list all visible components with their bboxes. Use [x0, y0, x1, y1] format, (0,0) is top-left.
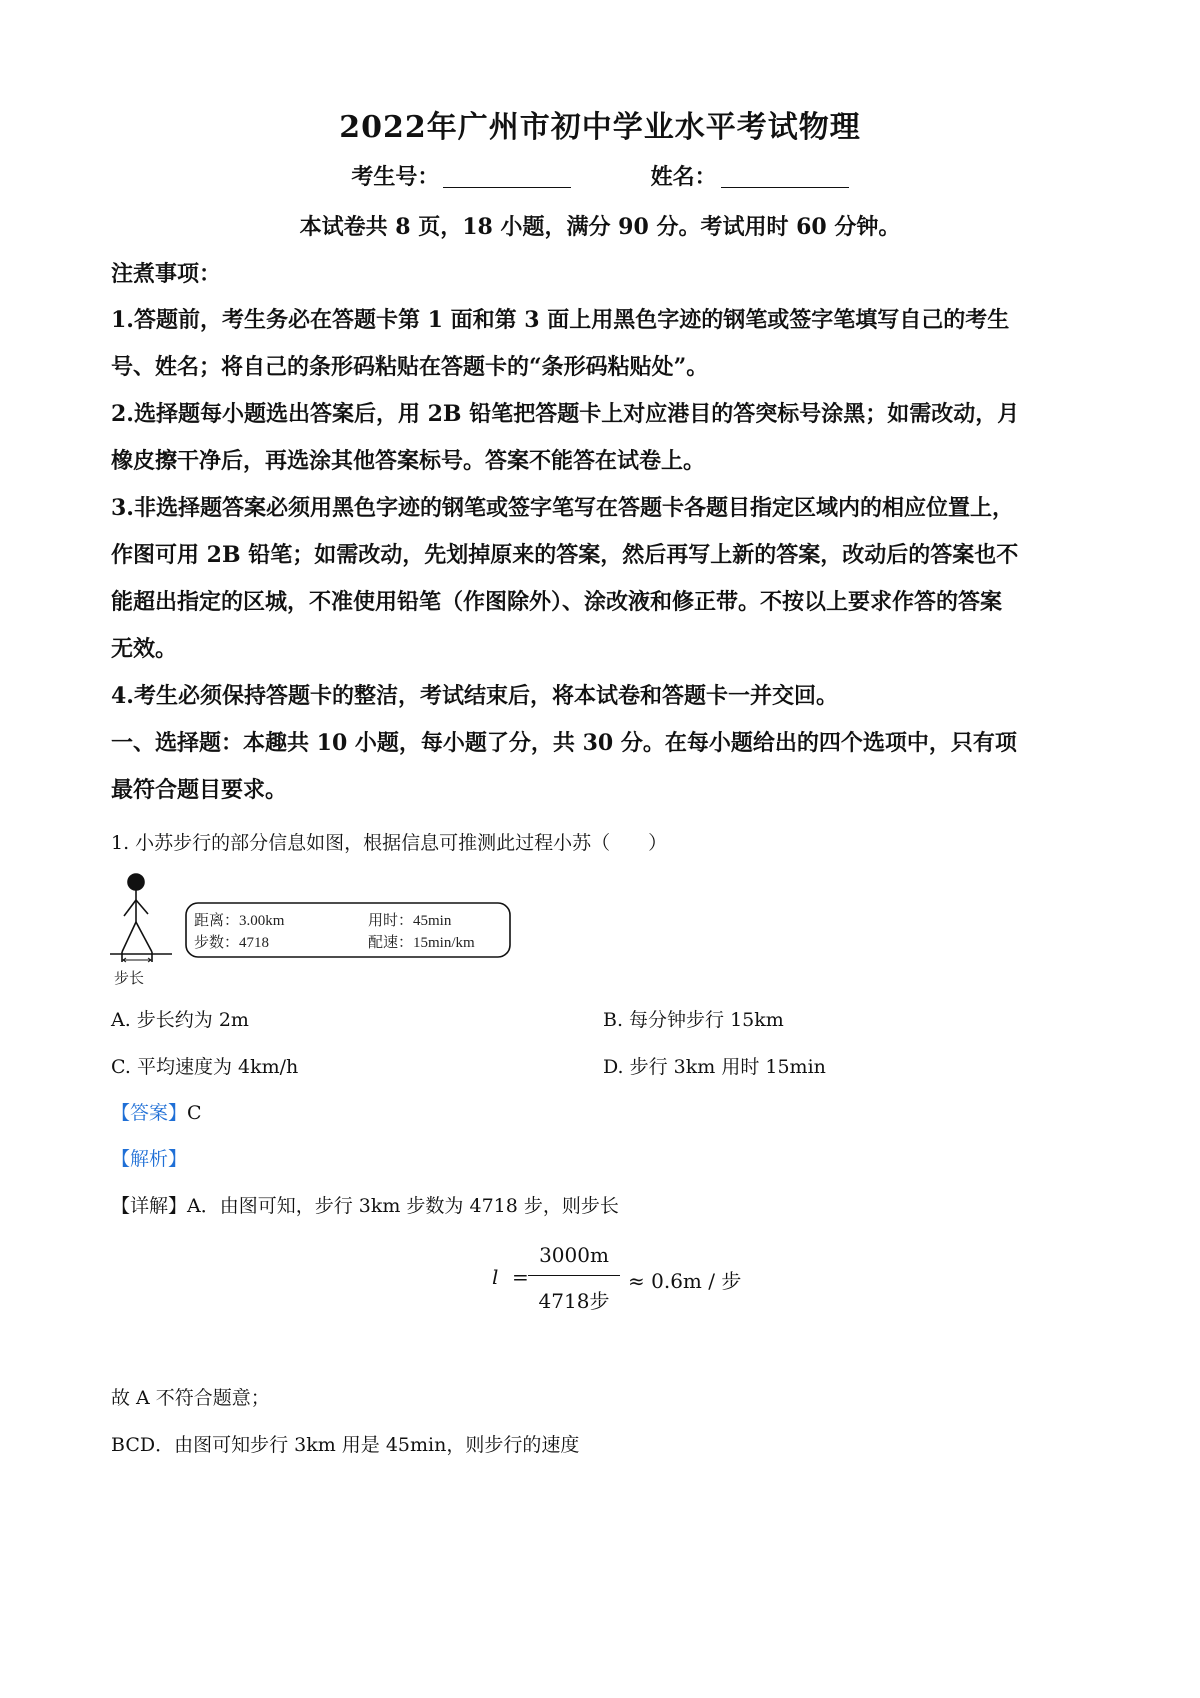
- detail-text: A．由图可知，步行 3km 步数为 4718 步，则步长: [187, 1195, 619, 1217]
- candidate-no-label: 考生号：: [351, 164, 440, 190]
- exam-summary: 本试卷共 8 页，18 小题，满分 90 分。考试用时 60 分钟。: [299, 214, 901, 240]
- detail-prefix: 【详解】: [111, 1195, 188, 1217]
- bcd-line: BCD．由图可知步行 3km 用是 45min，则步行的速度: [111, 1434, 580, 1456]
- detail-line: [111, 1191, 1111, 1221]
- notes-line: 2.选择题每小题选出答案后，用 2B 铅笔把答题卡上对应港目的答突标号涂黑；如需改动，月: [111, 401, 1020, 427]
- analysis-tag: 【解析】: [111, 1148, 188, 1170]
- answer-value: C: [187, 1102, 202, 1124]
- question-stem: 1. 小苏步行的部分信息如图，根据信息可推测此过程小苏（ ）: [111, 832, 668, 854]
- notes-line: 1.答题前，考生务必在答题卡第 1 面和第 3 面上用黑色字迹的钢笔或签字笔填写自己的考生: [111, 307, 1010, 333]
- candidate-info-row: [0, 160, 1200, 191]
- option-a: A. 步长约为 2m: [111, 1009, 249, 1031]
- notes-line: 作图可用 2B 铅笔；如需改动，先划掉原来的答案，然后再写上新的答案，改动后的答案也不: [111, 542, 1019, 568]
- option-b: B. 每分钟步行 15km: [603, 1009, 784, 1031]
- page-title: 2022年广州市初中学业水平考试物理: [339, 110, 861, 145]
- steps-label: 步数：4718: [194, 935, 270, 951]
- name-label: 姓名：: [650, 164, 717, 190]
- walking-person-icon: [110, 874, 172, 962]
- formula-result: ≈ 0.6m / 步: [628, 1269, 742, 1293]
- fraction-bar: [528, 1275, 620, 1276]
- notes-line: 号、姓名；将自己的条形码粘贴在答题卡的“条形码粘贴处”。: [111, 354, 709, 380]
- conclusion-a: 故 A 不符合题意；: [111, 1387, 270, 1409]
- step-length-label: 步长: [114, 971, 145, 987]
- option-d: D. 步行 3km 用时 15min: [603, 1056, 826, 1078]
- time-label: 用时：45min: [368, 913, 452, 929]
- notes-heading: 注煮事项：: [111, 261, 222, 287]
- notes-line: 3.非选择题答案必须用黑色字迹的钢笔或签字笔写在答题卡各题目指定区域内的相应位置上，: [111, 495, 1014, 521]
- name-blank: [721, 165, 849, 188]
- walking-info-figure: [108, 870, 528, 990]
- formula-equals: =: [512, 1265, 529, 1289]
- formula-denominator: 4718步: [538, 1289, 610, 1313]
- distance-label: 距离：3.00km: [194, 913, 285, 929]
- notes-line: 橡皮擦干净后，再选涂其他答案标号。答案不能答在试卷上。: [111, 448, 706, 474]
- formula-numerator: 3000m: [539, 1243, 609, 1267]
- pace-label: 配速：15min/km: [368, 935, 475, 951]
- notes-line: 能超出指定的区城，不准使用铅笔（作图除外）、涂改液和修正带。不按以上要求作答的答案: [111, 589, 1003, 615]
- option-c: C. 平均速度为 4km/h: [111, 1056, 299, 1078]
- answer-tag: 【答案】: [111, 1102, 188, 1124]
- candidate-no-blank: [443, 165, 571, 188]
- formula-variable: l: [492, 1265, 499, 1289]
- section-heading: 最符合题目要求。: [111, 777, 288, 803]
- notes-line: 无效。: [111, 636, 178, 662]
- notes-line: 4.考生必须保持答题卡的整洁，考试结束后，将本试卷和答题卡一并交回。: [111, 683, 838, 709]
- section-heading: 一、选择题：本趣共 10 小题，每小题了分，共 30 分。在每小题给出的四个选项中，只有项: [111, 730, 1017, 756]
- answer-line: [111, 1098, 1111, 1128]
